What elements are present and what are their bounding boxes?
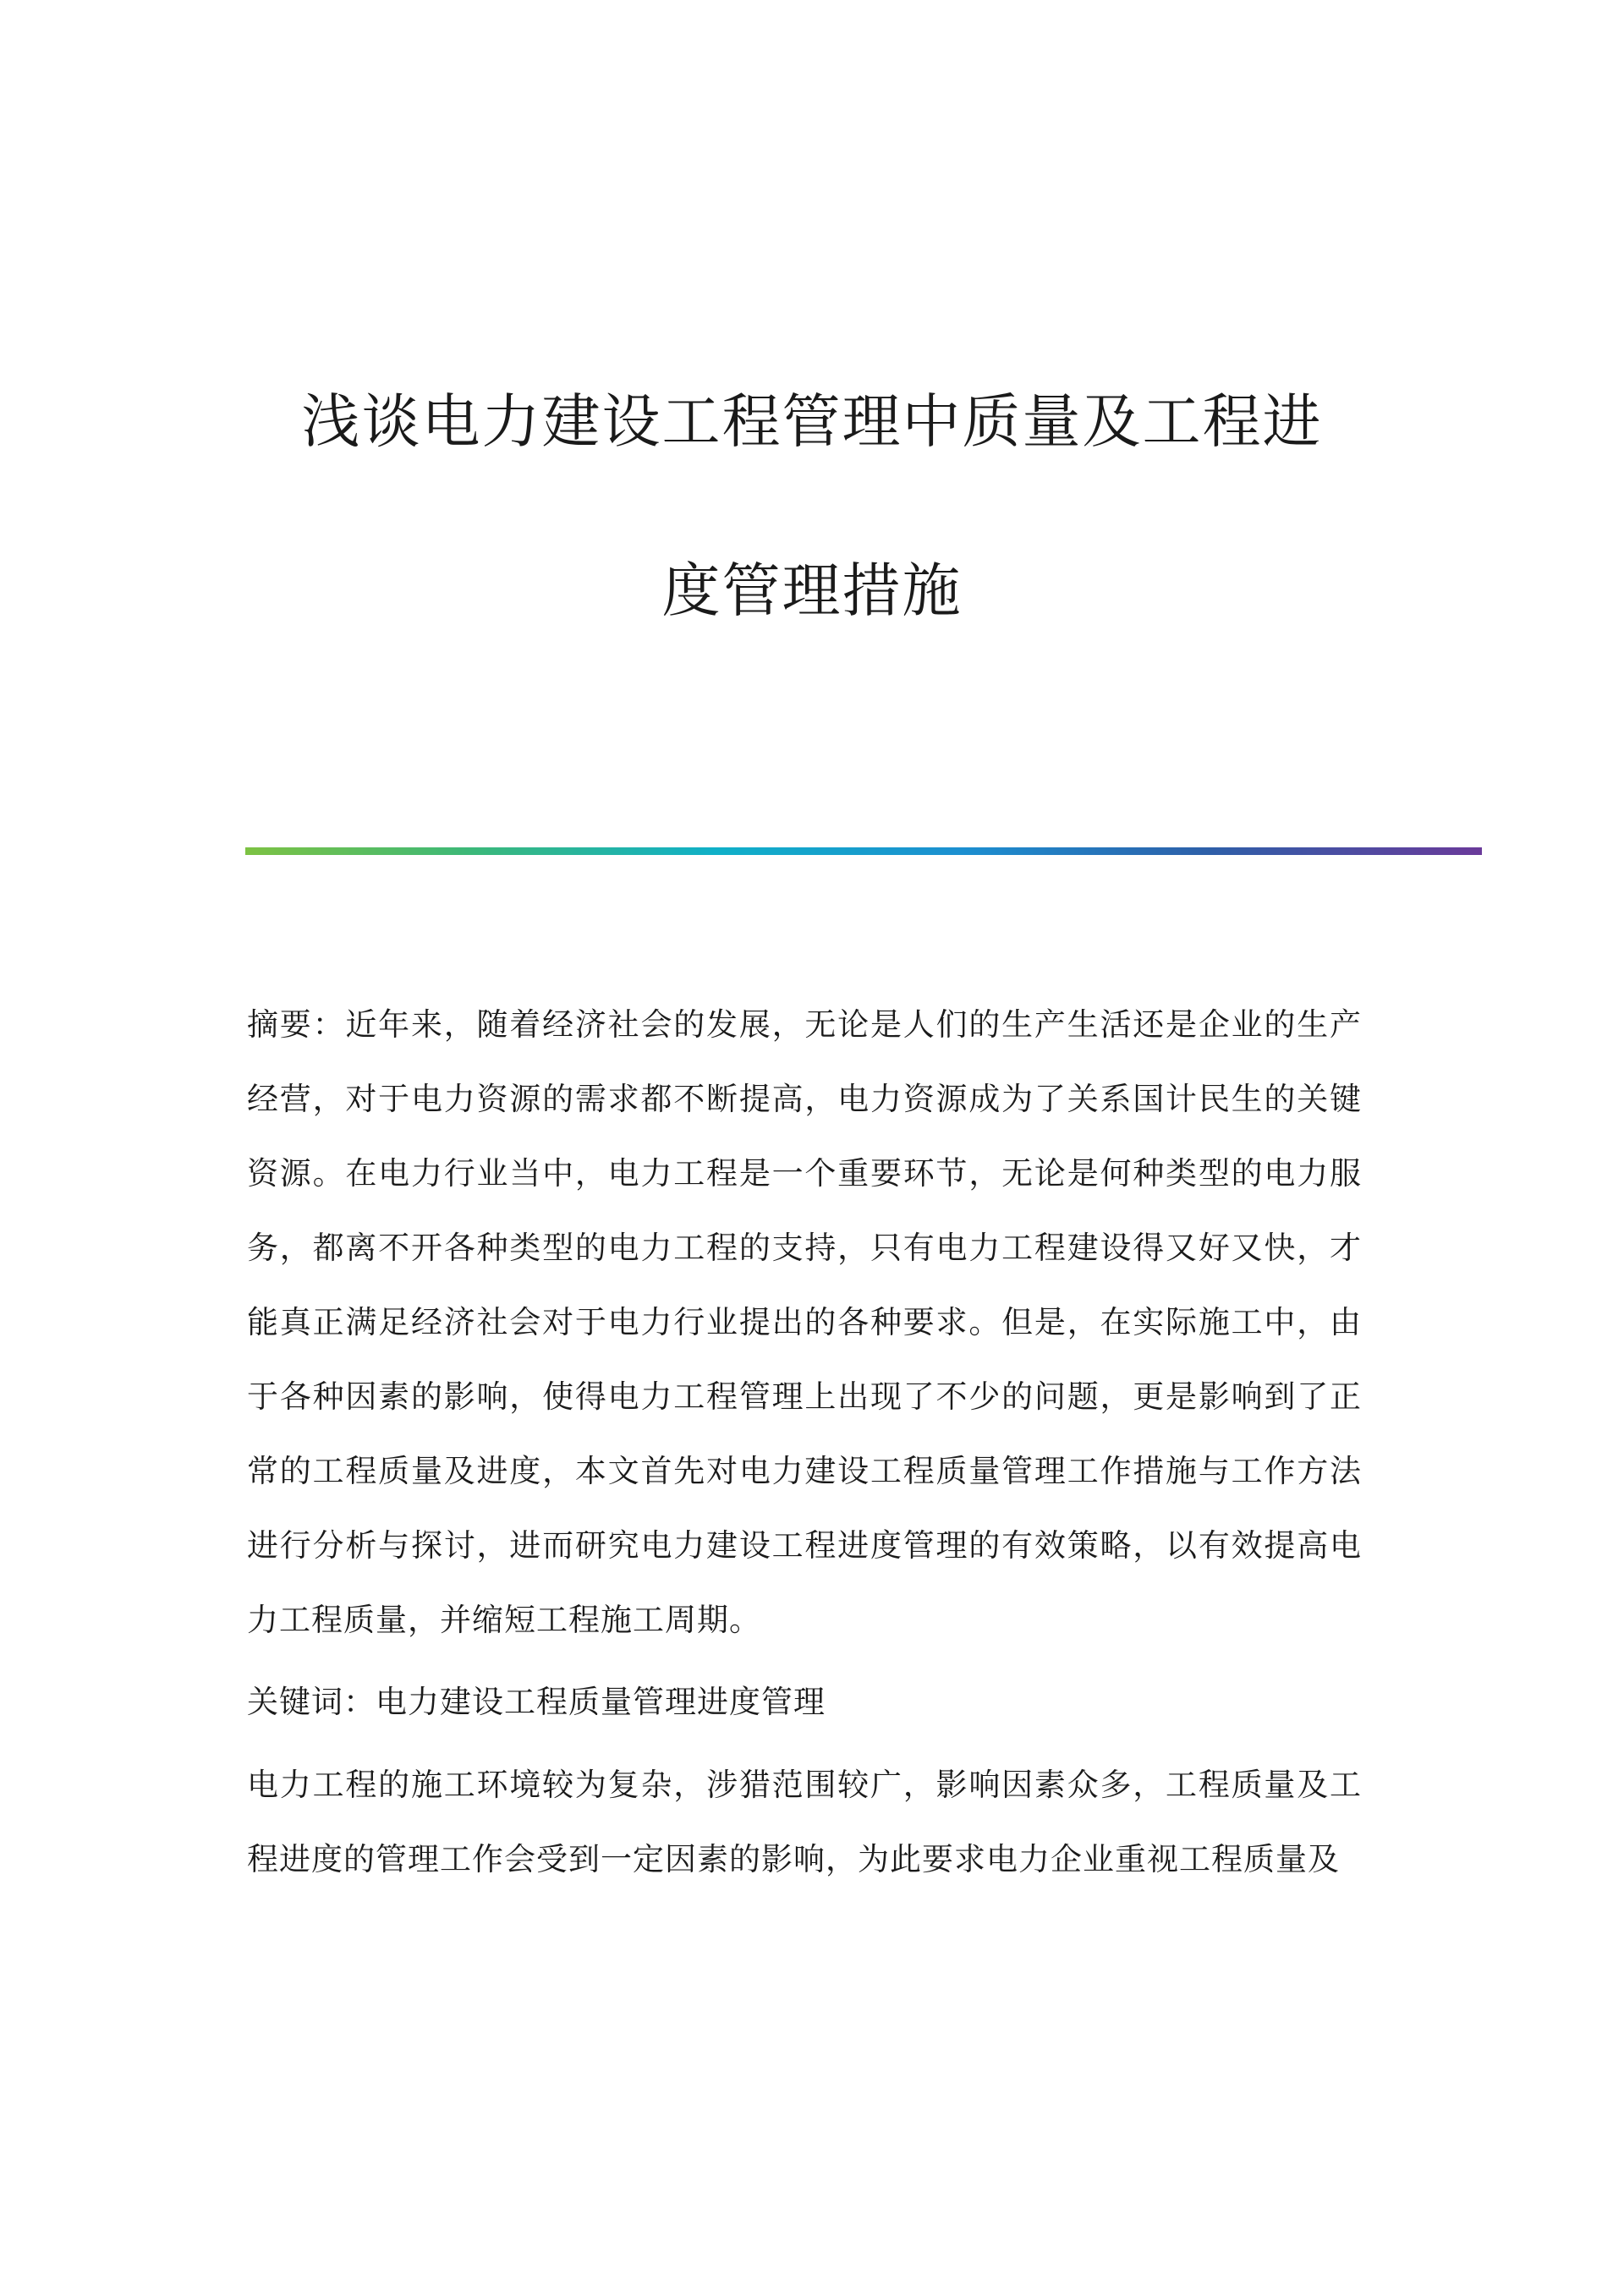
keywords-line: 关键词：电力建设工程质量管理进度管理 xyxy=(247,1684,826,1720)
document-body xyxy=(247,988,1362,1897)
gradient-divider xyxy=(245,847,1482,855)
abstract-paragraph: 摘要：近年来，随着经济社会的发展，无论是人们的生产生活还是企业的生产经营，对于电力资源的需求都不断提高，电力资源成为了关系国计民生的关键资源。在电力行业当中，电力工程是一个重要环节，无论是何种类型的电力服务，都离不开各种类型的电力工程的支持，只有电力工程建设得又好又快，才能真正满足经济社会对于电力行业提出的各种要求。但是，在实际施工中，由于各种因素的影响，使得电力工程管理上出现了不少的问题，更是影响到了正常的工程质量及进度，本文首先对电力建设工程质量管理工作措施与工作方法进行分析与探讨，进而研究电力建设工程进度管理的有效策略，以有效提高电力工程质量，并缩短工程施工周期。 xyxy=(247,1006,1362,1638)
document-title-line-2: 度管理措施 xyxy=(661,557,963,625)
body-paragraph: 电力工程的施工环境较为复杂，涉猎范围较广，影响因素众多，工程质量及工程进度的管理工作会受到一定因素的影响，为此要求电力企业重视工程质量及 xyxy=(247,1767,1362,1877)
document-title-line-1: 浅谈电力建设工程管理中质量及工程进 xyxy=(301,388,1323,456)
